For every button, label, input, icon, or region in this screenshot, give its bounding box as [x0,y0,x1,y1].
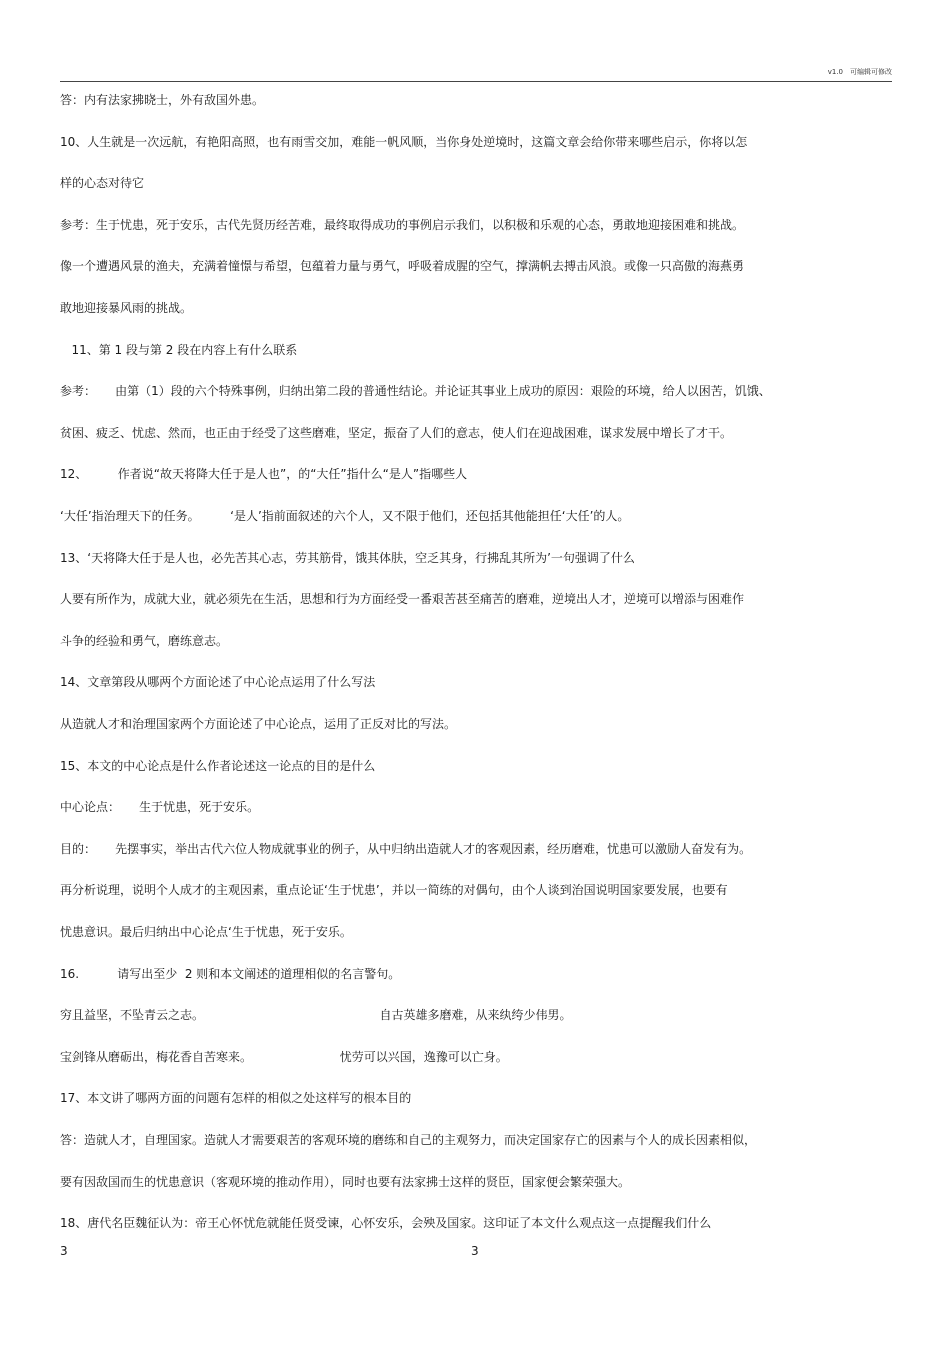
text-line: 16. 请写出至少 2 则和本文阐述的道理相似的名言警句。 [60,967,401,981]
text-line: 从造就人才和治理国家两个方面论述了中心论点，运用了正反对比的写法。 [60,717,457,731]
page-number-left: 3 [60,1244,68,1258]
text-line: 人要有所作为，成就大业，就必须先在生活，思想和行为方面经受一番艰苦甚至痛苦的磨难，逆境出人才，逆境可以增添与困难作 [60,592,745,606]
text-line: 答：内有法家拂晓士，外有敌国外患。 [60,93,265,107]
page-number-center: 3 [471,1244,479,1258]
text-line: 15、本文的中心论点是什么作者论述这一论点的目的是什么 [60,759,376,773]
text-line: 10、人生就是一次远航，有艳阳高照，也有雨雪交加，难能一帆风顺，当你身处逆境时，这篇文章会给你带来哪些启示，你将以怎 [60,135,748,149]
text-line: 12、 作者说“故天将降大任于是人也”，的“大任”指什么“是人”指哪些人 [60,467,468,481]
text-line: ‘大任’指治理天下的任务。 ‘是人’指前面叙述的六个人，又不限于他们，还包括其他能担任‘大任’的人。 [60,509,630,523]
text-line: 13、‘天将降大任于是人也，必先苦其心志，劳其筋骨，饿其体肤，空乏其身，行拂乱其所为’一句强调了什么 [60,551,635,565]
text-line: 样的心态对待它 [60,176,145,190]
text-line: 贫困、疲乏、忧虑、然而，也正由于经受了这些磨难，坚定，振奋了人们的意志，使人们在迎战困难，谋求发展中增长了才干。 [60,426,733,440]
text-line: 忧患意识。最后归纳出中心论点‘生于忧患，死于安乐。 [60,925,352,939]
text-line: 敢地迎接暴风雨的挑战。 [60,301,193,315]
text-line: 答：造就人才，自理国家。造就人才需要艰苦的客观环境的磨练和自己的主观努力，而决定国家存亡的因素与个人的成长因素相似， [60,1133,757,1147]
text-line: 穷且益坚，不坠青云之志。 自古英雄多磨难，从来纨绔少伟男。 [60,1008,572,1022]
header-rule [60,81,892,82]
text-line: 中心论点： 生于忧患，死于安乐。 [60,800,260,814]
text-line: 斗争的经验和勇气，磨练意志。 [60,634,229,648]
text-line: 再分析说理，说明个人成才的主观因素，重点论证‘生于忧患’，并以一简练的对偶句，由个人谈到治国说明国家要发展，也要有 [60,883,728,897]
text-line: 目的： 先摆事实，举出古代六位人物成就事业的例子，从中归纳出造就人才的客观因素，经历磨难，忧患可以激励人奋发有为。 [60,842,752,856]
text-line: 参考：生于忧患，死于安乐，古代先贤历经苦难，最终取得成功的事例启示我们，以积极和乐观的心态，勇敢地迎接困难和挑战。 [60,218,745,232]
text-line: 11、第 1 段与第 2 段在内容上有什么联系 [60,343,298,357]
text-line: 14、文章第段从哪两个方面论述了中心论点运用了什么写法 [60,675,376,689]
text-line: 18、唐代名臣魏征认为：帝王心怀忧危就能任贤受谏，心怀安乐，会殃及国家。这印证了本文什么观点这一点提醒我们什么 [60,1216,712,1230]
text-line: 宝剑锋从磨砺出，梅花香自苦寒来。 忧劳可以兴国，逸豫可以亡身。 [60,1050,508,1064]
text-line: 17、本文讲了哪两方面的问题有怎样的相似之处这样写的根本目的 [60,1091,412,1105]
text-line: 要有因敌国而生的忧患意识（客观环境的推动作用），同时也要有法家拂士这样的贤臣，国家便会繁荣强大。 [60,1175,631,1189]
text-line: 像一个遭遇风景的渔夫，充满着憧憬与希望，包蕴着力量与勇气，呼吸着成腥的空气，撑满帆去搏击风浪。或像一只高傲的海燕勇 [60,259,745,273]
text-line: 参考： 由第（1）段的六个特殊事例，归纳出第二段的普通性结论。并论证其事业上成功的原因：艰险的环境，给人以困苦，饥饿、 [60,384,771,398]
version-label: v1.0 可编辑可修改 [827,68,892,76]
